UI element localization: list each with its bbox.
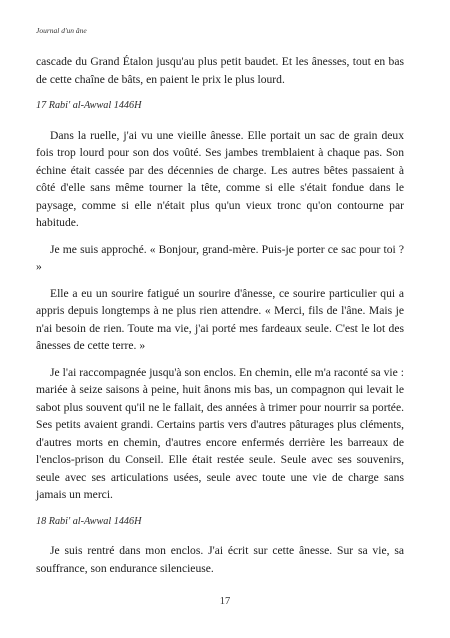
paragraph: Je suis rentré dans mon enclos. J'ai écrit sur cette ânesse. Sur sa vie, sa souffrance, son endurance silencieuse. bbox=[36, 544, 404, 575]
running-head: Journal d'un âne bbox=[36, 26, 87, 35]
diary-date: 17 Rabi' al-Awwal 1446H bbox=[36, 100, 142, 111]
paragraph: Elle a eu un sourire fatigué un sourire d'ânesse, ce sourire particulier qui a appris depuis longtemps à ne plus rien attendre. « Merci, fils de l'âne. Mais je n'ai besoin de rien. Toute ma vie, j'ai porté mes fardeaux seule. C'est le lot des ânesses de cette terre. » bbox=[36, 286, 404, 352]
body-text bbox=[36, 53, 404, 586]
diary-date: 18 Rabi' al-Awwal 1446H bbox=[36, 515, 142, 527]
paragraph: Dans la ruelle, j'ai vu une vieille ânesse. Elle portait un sac de grain deux fois trop lourd pour son dos voûté. Ses jambes tremblaient à chaque pas. Son échine était cassée par des décennies de charge. Les autres bêtes passaient à côté d'elle sans même tourner la tête, comme si elle s'était fondue dans le paysage, comme si elle n'était plus qu'un vieux tronc qu'on contourne par habitude. bbox=[36, 128, 404, 229]
paragraph: Je me suis approché. « Bonjour, grand-mère. Puis-je porter ce sac pour toi ? » bbox=[36, 242, 404, 273]
page-number: 17 bbox=[219, 596, 231, 607]
paragraph: cascade du Grand Étalon jusqu'au plus petit baudet. Et les ânesses, tout en bas de cette chaîne de bâts, en paient le prix le plus lourd. bbox=[36, 55, 404, 86]
paragraph: Je l'ai raccompagnée jusqu'à son enclos. En chemin, elle m'a raconté sa vie : mariée à seize saisons à peine, huit ânons mis bas, un compagnon qui levait le sabot plus souvent qu'il ne le fallait, des années à trimer pour nourrir sa portée. Ses petits avaient grandi. Certains partis vers d'autres pâturages plus cléments, d'autres morts en chemin, d'autres encore enfermés derrière les barreaux de l'enclos-prison du Conseil. Elle était restée seule. Seule avec ses souvenirs, seule avec ses articulations usées, seule avec toute une vie de charge sans jamais un merci. bbox=[36, 365, 404, 501]
